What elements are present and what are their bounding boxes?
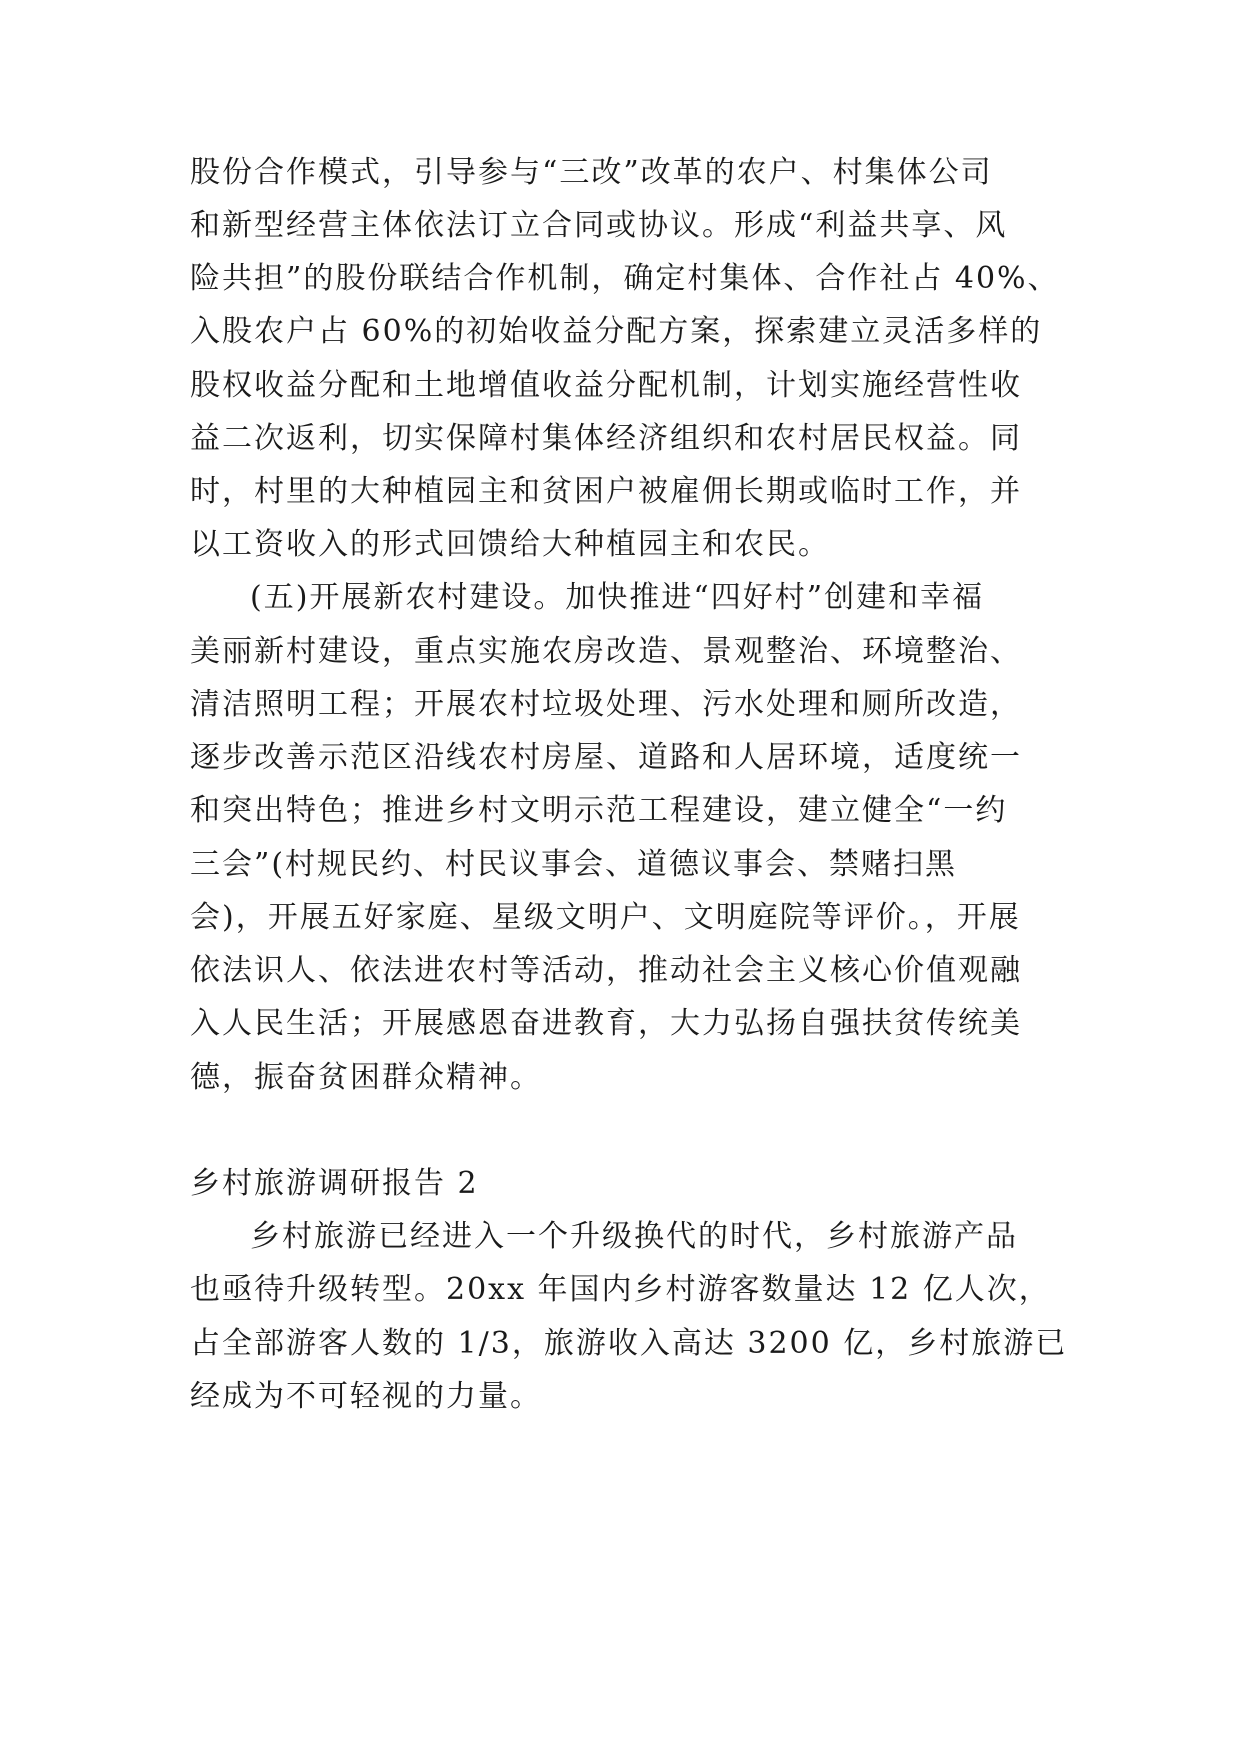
paragraph-line: 占全部游客人数的 1/3，旅游收入高达 3200 亿，乡村旅游已: [190, 1326, 1068, 1361]
paragraph-line: 会)，开展五好家庭、星级文明户、文明庭院等评价。，开展: [190, 900, 1021, 935]
paragraph-line: 逐步改善示范区沿线农村房屋、道路和人居环境，适度统一: [190, 740, 1022, 775]
paragraph-line: 以工资收入的形式回馈给大种植园主和农民。: [190, 527, 830, 562]
paragraph-line: 股份合作模式，引导参与“三改”改革的农户、村集体公司: [190, 155, 993, 190]
paragraph-line: 清洁照明工程；开展农村垃圾处理、污水处理和厕所改造，: [190, 687, 1022, 722]
paragraph-line: 美丽新村建设，重点实施农房改造、景观整治、环境整治、: [190, 634, 1022, 669]
paragraph-line: (五)开展新农村建设。加快推进“四好村”创建和幸福: [250, 580, 985, 615]
paragraph-line: 乡村旅游已经进入一个升级换代的时代，乡村旅游产品: [250, 1219, 1018, 1254]
paragraph-line: 险共担”的股份联结合作机制，确定村集体、合作社占 40%、: [190, 261, 1060, 296]
paragraph-line: 三会”(村规民约、村民议事会、道德议事会、禁赌扫黑: [190, 847, 958, 882]
paragraph-line: 也亟待升级转型。20xx 年国内乡村游客数量达 12 亿人次，: [190, 1272, 1051, 1307]
section-heading: 乡村旅游调研报告 2: [190, 1166, 479, 1201]
paragraph-line: 益二次返利，切实保障村集体经济组织和农村居民权益。同: [190, 421, 1022, 456]
paragraph-line: 依法识人、依法进农村等活动，推动社会主义核心价值观融: [190, 953, 1022, 988]
paragraph-line: 入股农户占 60%的初始收益分配方案，探索建立灵活多样的: [190, 314, 1043, 349]
paragraph-line: 和新型经营主体依法订立合同或协议。形成“利益共享、风: [190, 208, 1008, 243]
paragraph-line: 股权收益分配和土地增值收益分配机制，计划实施经营性收: [190, 368, 1022, 403]
paragraph-line: 时，村里的大种植园主和贫困户被雇佣长期或临时工作，并: [190, 474, 1022, 509]
paragraph-line: 和突出特色；推进乡村文明示范工程建设，建立健全“一约: [190, 793, 1008, 828]
paragraph-line: 入人民生活；开展感恩奋进教育，大力弘扬自强扶贫传统美: [190, 1006, 1022, 1041]
paragraph-line: 经成为不可轻视的力量。: [190, 1379, 542, 1414]
paragraph-line: 德，振奋贫困群众精神。: [190, 1060, 542, 1095]
